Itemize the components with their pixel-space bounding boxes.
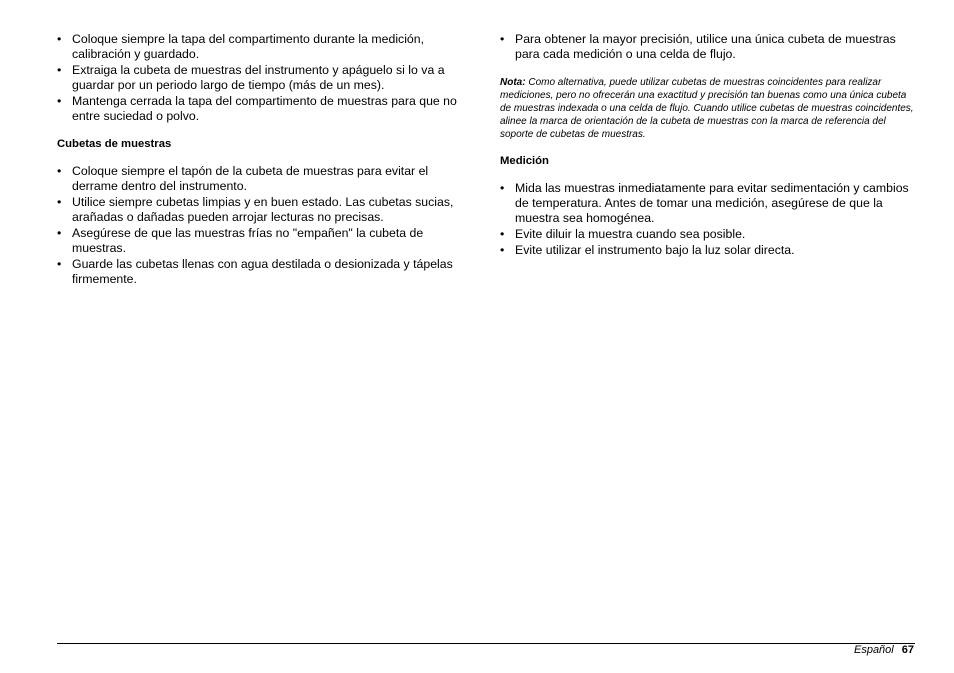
- list-item-text: Asegúrese de que las muestras frías no "empañen" la cubeta de muestras.: [72, 226, 424, 255]
- cubetas-list: [57, 164, 472, 287]
- list-item-text: Utilice siempre cubetas limpias y en buen estado. Las cubetas sucias, arañadas o dañadas pueden arrojar lecturas no precisas.: [72, 195, 454, 224]
- list-item: [57, 63, 472, 93]
- footer-language: Español: [853, 644, 894, 656]
- bullet-icon: •: [57, 63, 62, 77]
- list-item-text: Extraiga la cubeta de muestras del instrumento y apáguelo si lo va a guardar por un periodo largo de tiempo (más de un mes).: [72, 63, 445, 92]
- note-text: Como alternativa, puede utilizar cubetas de muestras coincidentes para realizar mediciones, pero no ofrecerán una exactitud y precisión tan buenas como una única cubeta de muestras indexada o una celda de flujo. Cuando utilice cubetas de muestras coincidentes, alinee la marca de orientación de la cubeta de muestras con la marca de referencia del soporte de cubetas de muestras.: [500, 77, 914, 140]
- medicion-list: [500, 181, 915, 258]
- list-item-text: Coloque siempre el tapón de la cubeta de muestras para evitar el derrame dentro del instrumento.: [72, 164, 429, 193]
- list-item-text: Guarde las cubetas llenas con agua destilada o desionizada y tápelas firmemente.: [72, 257, 453, 286]
- list-item: [57, 257, 472, 287]
- note-label: Nota:: [500, 77, 526, 88]
- intro-list-right: [500, 32, 915, 62]
- page-footer: [854, 644, 914, 657]
- bullet-icon: •: [57, 226, 62, 240]
- list-item-text: Evite utilizar el instrumento bajo la luz solar directa.: [515, 243, 795, 257]
- list-item: [500, 181, 915, 226]
- left-column: [57, 32, 472, 288]
- list-item: [500, 243, 915, 258]
- list-item: [57, 195, 472, 225]
- list-item-text: Evite diluir la muestra cuando sea posible.: [515, 227, 746, 241]
- medicion-heading: Medición: [500, 155, 549, 167]
- note-block: [500, 76, 915, 141]
- list-item: [500, 227, 915, 242]
- bullet-icon: •: [57, 195, 62, 209]
- bullet-icon: •: [57, 32, 62, 46]
- bullet-icon: •: [500, 227, 505, 241]
- list-item: [500, 32, 915, 62]
- list-item: [57, 32, 472, 62]
- bullet-icon: •: [500, 243, 505, 257]
- bullet-icon: •: [500, 32, 505, 46]
- bullet-icon: •: [57, 257, 62, 271]
- page-number: 67: [901, 644, 914, 656]
- list-item-text: Para obtener la mayor precisión, utilice una única cubeta de muestras para cada medición o una celda de flujo.: [515, 32, 896, 61]
- cubetas-heading: Cubetas de muestras: [57, 138, 172, 150]
- bullet-icon: •: [57, 94, 62, 108]
- list-item: [57, 226, 472, 256]
- list-item-text: Coloque siempre la tapa del compartimento durante la medición, calibración y guardado.: [72, 32, 425, 61]
- list-item: [57, 164, 472, 194]
- list-item-text: Mantenga cerrada la tapa del compartimento de muestras para que no entre suciedad o polvo.: [72, 94, 457, 123]
- footer-divider: [57, 643, 915, 644]
- list-item-text: Mida las muestras inmediatamente para evitar sedimentación y cambios de temperatura. Antes de tomar una medición, asegúrese de que la muestra sea homogénea.: [515, 181, 909, 225]
- bullet-icon: •: [500, 181, 505, 195]
- bullet-icon: •: [57, 164, 62, 178]
- right-column: [500, 32, 915, 259]
- list-item: [57, 94, 472, 124]
- intro-list-left: [57, 32, 472, 124]
